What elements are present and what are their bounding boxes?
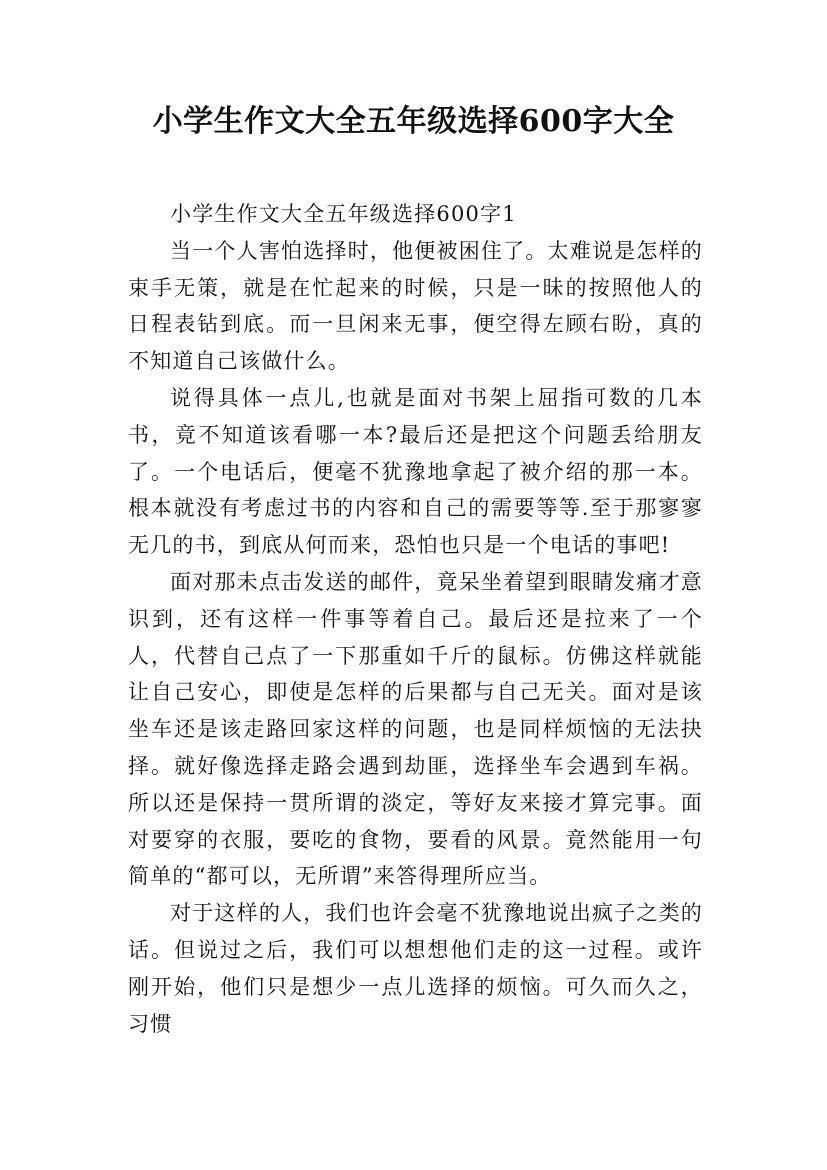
paragraph-3: 面对那未点击发送的邮件，竟呆坐着望到眼睛发痛才意识到，还有这样一件事等着自己。最后还是拉来了一个人，代替自己点了一下那重如千斤的鼠标。仿佛这样就能让自己安心，即使是怎样的后果都与自己无关。面对是该坐车还是该走路回家这样的问题，也是同样烦恼的无法抉择。就好像选择走路会遇到劫匪，选择坐车会遇到车祸。所以还是保持一贯所谓的淡定，等好友来接才算完事。面对要穿的衣服，要吃的食物，要看的风景。竟然能用一句简单的“都可以，无所谓”来答得理所应当。 bbox=[128, 569, 703, 889]
essay-heading: 小学生作文大全五年级选择600字1 bbox=[170, 202, 517, 226]
paragraph-2: 说得具体一点儿,也就是面对书架上屈指可数的几本书，竟不知道该看哪一本?最后还是把这个问题丢给朋友了。一个电话后，便毫不犹豫地拿起了被介绍的那一本。根本就没有考虑过书的内容和自己的需要等等.至于那寥寥无几的书，到底从何而来，恐怕也只是一个电话的事吧! bbox=[128, 385, 703, 558]
document-body bbox=[128, 196, 703, 1042]
document-title: 小学生作文大全五年级选择600字大全 bbox=[152, 104, 675, 139]
paragraph-4: 对于这样的人，我们也许会毫不犹豫地说出疯子之类的话。但说过之后，我们可以想想他们走的这一过程。或许刚开始，他们只是想少一点儿选择的烦恼。可久而久之，习惯 bbox=[128, 901, 703, 1036]
paragraph-1: 当一个人害怕选择时，他便被困住了。太难说是怎样的束手无策，就是在忙起来的时候，只是一昧的按照他人的日程表钻到底。而一旦闲来无事，便空得左顾右盼，真的不知道自己该做什么。 bbox=[128, 238, 703, 374]
